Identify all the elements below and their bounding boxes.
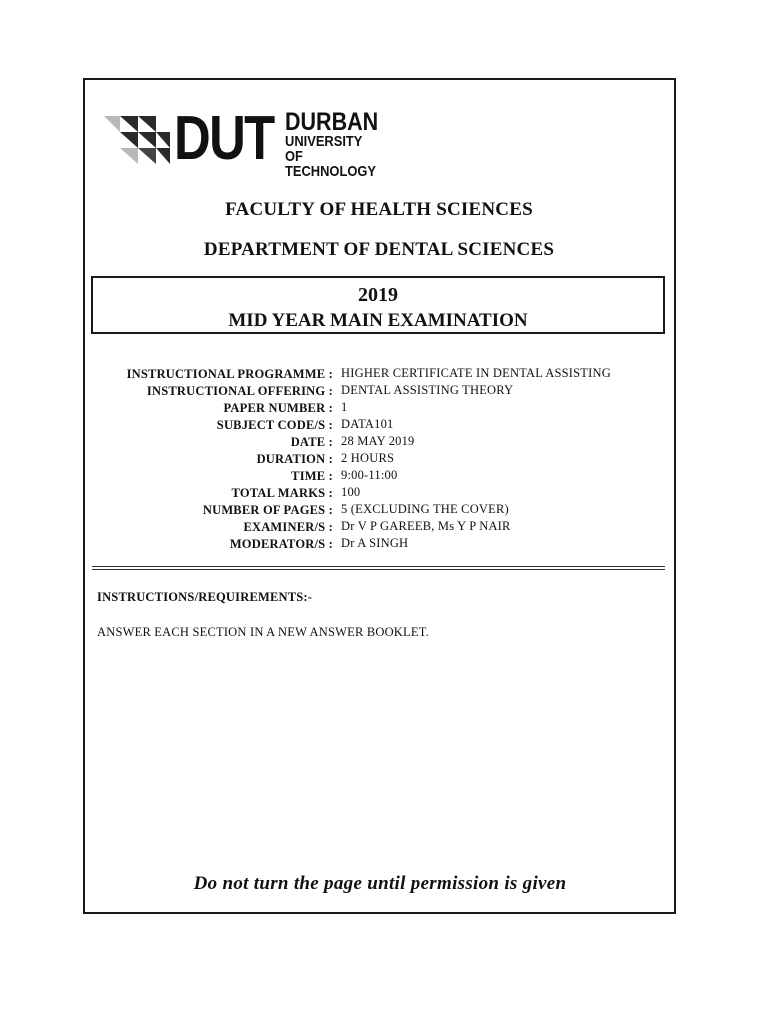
detail-label: EXAMINER/S : xyxy=(243,520,333,534)
instructions-text: ANSWER EACH SECTION IN A NEW ANSWER BOOKLET. xyxy=(97,625,429,639)
detail-value: 2 HOURS xyxy=(341,451,395,465)
detail-row xyxy=(92,400,672,417)
detail-row xyxy=(92,502,672,519)
detail-label: TOTAL MARKS : xyxy=(231,486,333,500)
exam-details-list xyxy=(92,366,672,553)
department-heading: DEPARTMENT OF DENTAL SCIENCES xyxy=(203,239,555,260)
instructions-heading: INSTRUCTIONS/REQUIREMENTS:- xyxy=(97,590,313,604)
dut-triangles-icon xyxy=(104,112,172,168)
detail-value: 100 xyxy=(341,485,361,499)
detail-value: 28 MAY 2019 xyxy=(341,434,415,448)
detail-row xyxy=(92,451,672,468)
detail-row xyxy=(92,383,672,400)
logo-line-2: UNIVERSITY OF xyxy=(285,133,363,165)
faculty-heading: FACULTY OF HEALTH SCIENCES xyxy=(225,199,533,220)
permission-notice: Do not turn the page until permission is given xyxy=(193,873,567,894)
detail-value: DENTAL ASSISTING THEORY xyxy=(341,383,514,397)
detail-label: INSTRUCTIONAL PROGRAMME : xyxy=(126,367,333,381)
detail-label: DATE : xyxy=(290,435,333,449)
logo-mark-text: DUT xyxy=(174,104,274,173)
detail-label: TIME : xyxy=(291,469,333,483)
logo-line-1: DURBAN xyxy=(285,108,379,136)
logo-line-3: TECHNOLOGY xyxy=(285,163,377,180)
detail-value: 9:00-11:00 xyxy=(341,468,398,482)
detail-row xyxy=(92,417,672,434)
section-divider-bottom xyxy=(92,569,665,570)
detail-label: INSTRUCTIONAL OFFERING : xyxy=(146,384,333,398)
detail-row xyxy=(92,519,672,536)
detail-label: DURATION : xyxy=(256,452,333,466)
detail-value: DATA101 xyxy=(341,417,394,431)
section-divider-top xyxy=(92,566,665,567)
exam-title: MID YEAR MAIN EXAMINATION xyxy=(228,310,528,331)
detail-row xyxy=(92,468,672,485)
detail-value: 5 (EXCLUDING THE COVER) xyxy=(341,502,509,516)
detail-label: MODERATOR/S : xyxy=(229,537,333,551)
detail-row xyxy=(92,536,672,553)
detail-value: 1 xyxy=(341,400,348,414)
detail-row xyxy=(92,366,672,383)
detail-row xyxy=(92,485,672,502)
detail-value: Dr V P GAREEB, Ms Y P NAIR xyxy=(341,519,511,533)
university-logo xyxy=(104,104,394,180)
detail-label: NUMBER OF PAGES : xyxy=(202,503,333,517)
logo-wordmark xyxy=(285,110,379,179)
detail-label: PAPER NUMBER : xyxy=(223,401,333,415)
exam-title-box xyxy=(91,276,665,334)
detail-value: HIGHER CERTIFICATE IN DENTAL ASSISTING xyxy=(341,366,611,380)
detail-value: Dr A SINGH xyxy=(341,536,409,550)
exam-year: 2019 xyxy=(358,284,398,306)
detail-row xyxy=(92,434,672,451)
detail-label: SUBJECT CODE/S : xyxy=(216,418,333,432)
